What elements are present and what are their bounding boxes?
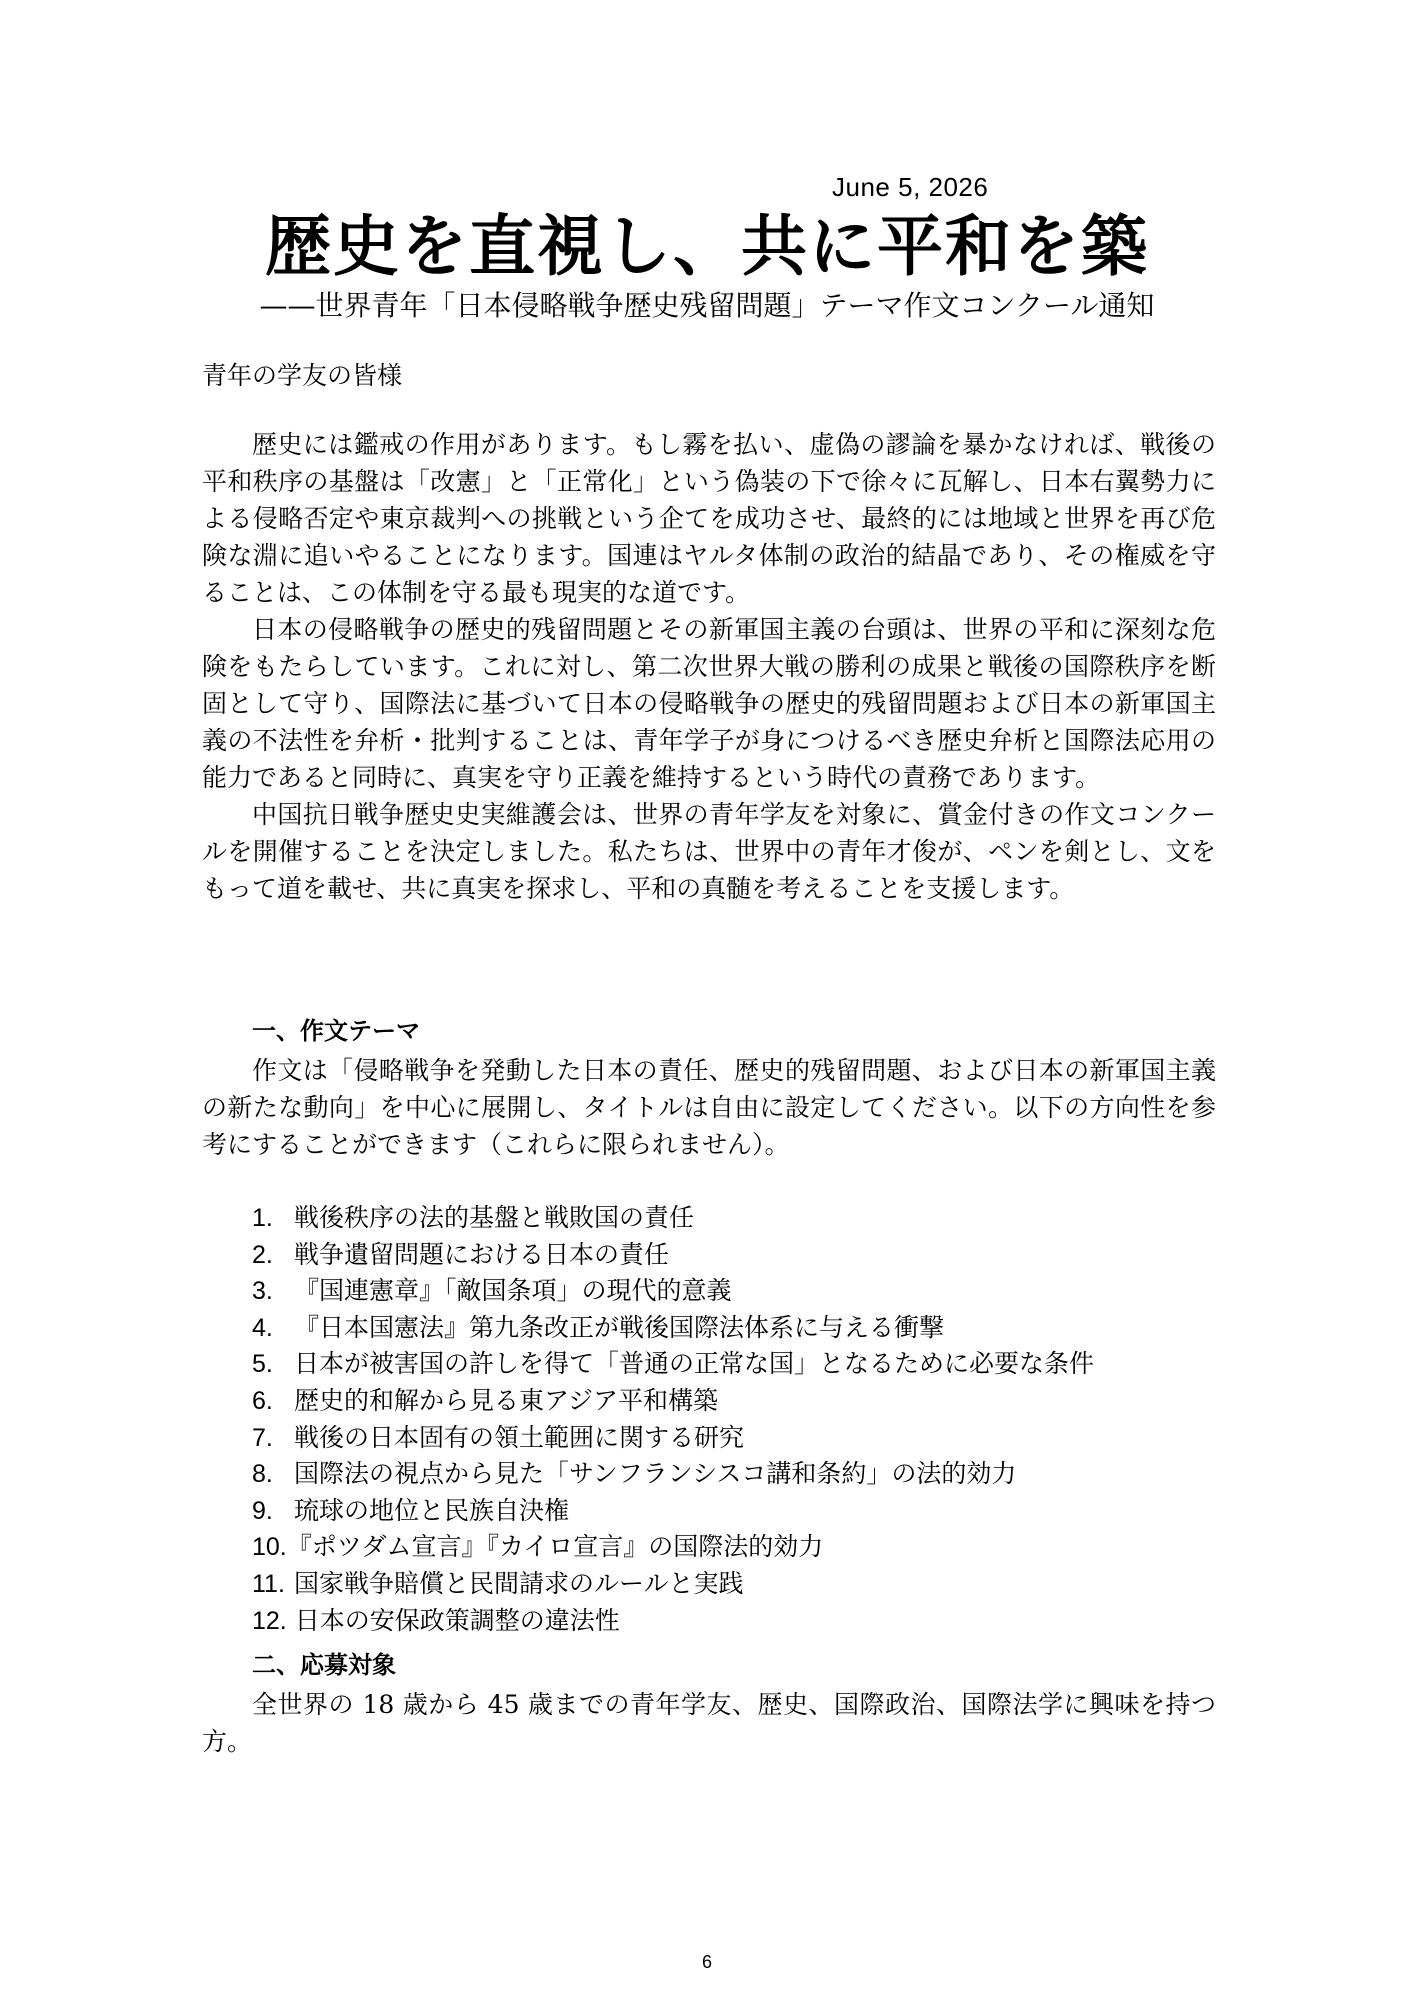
list-item: [252, 1603, 1212, 1640]
greeting: 青年の学友の皆様: [202, 361, 403, 390]
list-text: 琉球の地位と民族自決権: [293, 1495, 569, 1525]
list-number: 7.: [252, 1423, 273, 1452]
list-number: 5.: [252, 1350, 273, 1379]
list-item: [252, 1310, 1212, 1347]
document-subtitle: ——世界青年「日本侵略戦争歴史残留問題」テーマ作文コンクール通知: [259, 289, 1155, 322]
list-text: 戦後秩序の法的基盤と戦敗国の責任: [293, 1203, 694, 1232]
list-text: 『日本国憲法』第九条改正が戦後国際法体系に与える衝撃: [293, 1312, 944, 1342]
list-item: [252, 1346, 1212, 1383]
paragraph: 作文は「侵略戦争を発動した日本の責任、歴史的残留問題、および日本の新軍国主義の新たな動向」を中心に展開し、タイトルは自由に設定してください。以下の方向性を参考にすることができます（これらに限られません）。: [202, 1056, 1216, 1159]
list-number: 3.: [252, 1277, 273, 1306]
list-item: [252, 1200, 1212, 1237]
list-item: [252, 1529, 1212, 1566]
document-date: June 5, 2026: [832, 172, 989, 202]
list-item: [252, 1237, 1212, 1274]
document-title: 歴史を直視し、共に平和を築: [265, 207, 1149, 285]
list-text: 日本の安保政策調整の違法性: [294, 1605, 620, 1635]
list-item: [252, 1420, 1212, 1457]
intro-body: [202, 426, 1216, 907]
list-number: 10.: [252, 1533, 287, 1562]
list-number: 8.: [252, 1460, 273, 1489]
list-item: [252, 1566, 1212, 1603]
list-number: 4.: [252, 1313, 273, 1342]
list-text: 国家戦争賠償と民間請求のルールと実践: [293, 1568, 744, 1598]
list-text: 『国連憲章』「敵国条項」の現代的意義: [293, 1276, 732, 1306]
list-text: 戦争遺留問題における日本の責任: [293, 1239, 669, 1269]
list-item: [252, 1383, 1212, 1420]
list-text: 戦後の日本固有の領土範囲に関する研究: [293, 1422, 744, 1452]
list-text: 国際法の視点から見た「サンフランシスコ講和条約」の法的効力: [293, 1459, 1017, 1489]
list-number: 2.: [252, 1240, 273, 1269]
list-item: [252, 1493, 1212, 1530]
section-text-theme: [202, 1052, 1216, 1163]
section-heading-theme: 一、作文テーマ: [252, 1018, 420, 1045]
list-text: 歴史的和解から見る東アジア平和構築: [293, 1385, 718, 1415]
list-number: 11.: [252, 1569, 285, 1598]
list-number: 1.: [252, 1204, 273, 1232]
paragraph: 中国抗日戦争歴史史実維護会は、世界の青年学友を対象に、賞金付きの作文コンクールを開催することを決定しました。私たちは、世界中の青年才俊が、ペンを剣とし、文をもって道を載せ、共に真実を探求し、平和の真髄を考えることを支援します。: [202, 800, 1216, 903]
paragraph: 日本の侵略戦争の歴史的残留問題とその新軍国主義の台頭は、世界の平和に深刻な危険をもたらしています。これに対し、第二次世界大戦の勝利の成果と戦後の国際秩序を断固として守り、国際法に基づいて日本の侵略戦争の歴史的残留問題および日本の新軍国主義の不法性を弁析・批判することは、青年学子が身につけるべき歴史弁析と国際法応用の能力であると同時に、真実を守り正義を維持するという時代の責務であります。: [202, 615, 1216, 792]
section-text-eligibility: [202, 1686, 1216, 1760]
list-number: 6.: [252, 1386, 273, 1415]
list-item: [252, 1273, 1212, 1310]
section-heading-eligibility: 二、応募対象: [252, 1652, 396, 1679]
list-number: 9.: [252, 1496, 273, 1525]
paragraph: 歴史には鑑戒の作用があります。もし霧を払い、虚偽の謬論を暴かなければ、戦後の平和秩序の基盤は「改憲」と「正常化」という偽装の下で徐々に瓦解し、日本右翼勢力による侵略否定や東京裁判への挑戦という企てを成功させ、最終的には地域と世界を再び危険な淵に追いやることになります。国連はヤルタ体制の政治的結晶であり、その権威を守ることは、この体制を守る最も現実的な道です。: [202, 430, 1216, 607]
page-number: 6: [701, 1952, 712, 1972]
paragraph: 全世界の 18 歳から 45 歳までの青年学友、歴史、国際政治、国際法学に興味を持つ方。: [202, 1690, 1216, 1756]
list-item: [252, 1456, 1212, 1493]
list-text: 日本が被害国の許しを得て「普通の正常な国」となるために必要な条件: [293, 1349, 1094, 1379]
list-text: 『ポツダム宣言』『カイロ宣言』の国際法的効力: [286, 1532, 824, 1562]
theme-list: [252, 1200, 1212, 1639]
list-number: 12.: [252, 1606, 287, 1635]
